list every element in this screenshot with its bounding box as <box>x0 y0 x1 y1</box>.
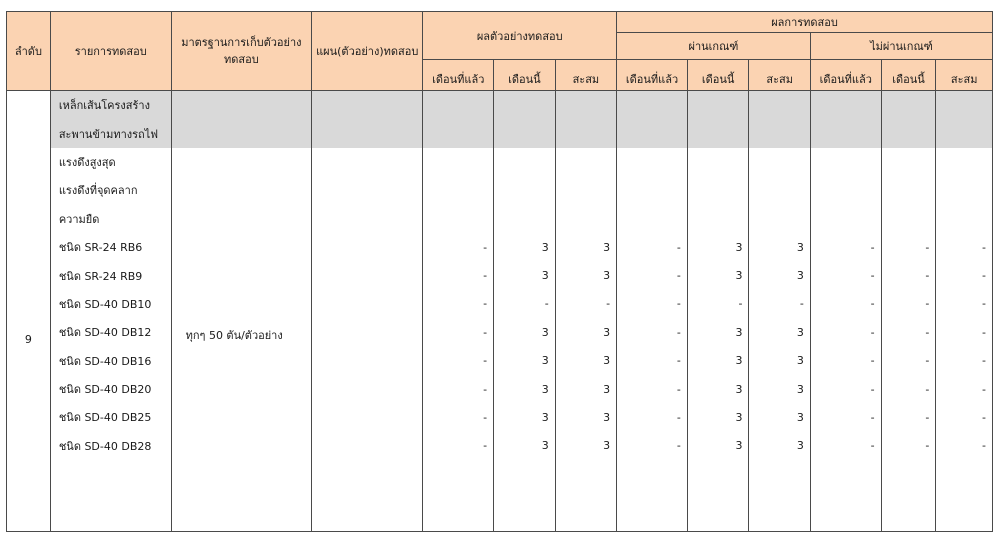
header-pass-last-month: เดือนที่แล้ว <box>617 60 688 91</box>
item-label: ชนิด SD-40 DB16 <box>50 347 171 375</box>
table-row <box>7 318 993 346</box>
value-cell: 3 <box>749 375 810 403</box>
value-cell: - <box>617 290 688 318</box>
table-row <box>7 261 993 289</box>
value-cell <box>617 176 688 204</box>
value-cell <box>617 460 688 532</box>
value-cell: - <box>936 403 993 431</box>
value-cell <box>749 148 810 176</box>
test-results-table <box>6 11 993 532</box>
table-row <box>7 432 993 460</box>
value-cell: - <box>881 261 936 289</box>
value-cell <box>555 205 616 233</box>
table-row <box>7 347 993 375</box>
value-cell <box>810 148 881 176</box>
value-cell: 3 <box>555 375 616 403</box>
value-cell <box>810 176 881 204</box>
note-row <box>7 205 993 233</box>
item-label: ความยืด <box>50 205 171 233</box>
value-cell <box>423 460 494 532</box>
value-cell: 3 <box>494 347 556 375</box>
value-cell <box>936 460 993 532</box>
value-cell: - <box>423 375 494 403</box>
value-cell: - <box>810 261 881 289</box>
sampling-standard-text: ทุกๆ 50 ตัน/ตัวอย่าง <box>185 329 283 343</box>
value-cell: - <box>810 347 881 375</box>
value-cell: - <box>555 290 616 318</box>
value-cell <box>423 205 494 233</box>
value-cell: 3 <box>687 375 749 403</box>
table-row <box>7 290 993 318</box>
value-cell: 3 <box>555 347 616 375</box>
value-cell: 3 <box>749 347 810 375</box>
value-cell: - <box>936 261 993 289</box>
note-row <box>7 148 993 176</box>
value-cell: - <box>617 233 688 261</box>
section-title-line1: เหล็กเส้นโครงสร้าง <box>50 91 171 120</box>
header-fail: ไม่ผ่านเกณฑ์ <box>810 33 992 60</box>
item-label: ชนิด SR-24 RB9 <box>50 261 171 289</box>
value-cell <box>881 176 936 204</box>
test-results-sheet <box>6 11 993 532</box>
table-row <box>7 233 993 261</box>
value-cell: 3 <box>749 403 810 431</box>
value-cell <box>810 205 881 233</box>
value-cell <box>494 148 556 176</box>
item-label: ชนิด SD-40 DB25 <box>50 403 171 431</box>
value-cell: - <box>423 261 494 289</box>
plan-cell <box>312 148 423 532</box>
header-plan: แผน(ตัวอย่าง)ทดสอบ <box>312 12 423 91</box>
header-fail-this-month: เดือนนี้ <box>881 60 936 91</box>
header-sample-results: ผลตัวอย่างทดสอบ <box>423 12 617 60</box>
value-cell: - <box>881 375 936 403</box>
header-standard: มาตรฐานการเก็บตัวอย่างทดสอบ <box>171 12 311 91</box>
table-body <box>7 91 993 532</box>
value-cell: - <box>749 290 810 318</box>
value-cell: - <box>423 318 494 346</box>
value-cell: 3 <box>494 375 556 403</box>
value-cell <box>749 205 810 233</box>
value-cell: - <box>881 432 936 460</box>
value-cell: - <box>810 403 881 431</box>
value-cell <box>687 176 749 204</box>
value-cell: - <box>810 432 881 460</box>
value-cell: - <box>423 403 494 431</box>
value-cell <box>881 205 936 233</box>
value-cell: 3 <box>749 318 810 346</box>
value-cell <box>749 460 810 532</box>
value-cell: - <box>881 403 936 431</box>
section-title-line2: สะพานข้ามทางรถไฟ <box>50 119 171 147</box>
value-cell: - <box>617 403 688 431</box>
value-cell <box>936 148 993 176</box>
header-fail-cumulative: สะสม <box>936 60 993 91</box>
value-cell: 3 <box>555 261 616 289</box>
sampling-standard <box>171 148 311 532</box>
value-cell: - <box>423 432 494 460</box>
value-cell <box>555 176 616 204</box>
value-cell: - <box>423 290 494 318</box>
value-cell: 3 <box>687 318 749 346</box>
value-cell: - <box>617 347 688 375</box>
header-pass-cumulative: สะสม <box>749 60 810 91</box>
value-cell: - <box>617 318 688 346</box>
value-cell <box>936 176 993 204</box>
header-order: ลำดับ <box>7 12 51 91</box>
value-cell <box>494 176 556 204</box>
value-cell <box>617 205 688 233</box>
value-cell <box>687 148 749 176</box>
value-cell <box>749 176 810 204</box>
value-cell: 3 <box>687 403 749 431</box>
header-sample-last-month: เดือนที่แล้ว <box>423 60 494 91</box>
value-cell <box>881 460 936 532</box>
value-cell: - <box>810 233 881 261</box>
table-row <box>7 403 993 431</box>
value-cell: 3 <box>494 318 556 346</box>
value-cell: - <box>936 375 993 403</box>
section-order: 9 <box>7 148 51 532</box>
header-test-results: ผลการทดสอบ <box>617 12 993 33</box>
order-cell <box>7 91 51 120</box>
value-cell <box>687 460 749 532</box>
header-item: รายการทดสอบ <box>50 12 171 91</box>
value-cell: - <box>881 233 936 261</box>
value-cell <box>881 148 936 176</box>
value-cell: 3 <box>494 233 556 261</box>
value-cell: 3 <box>687 233 749 261</box>
value-cell: 3 <box>749 261 810 289</box>
value-cell: - <box>687 290 749 318</box>
value-cell: 3 <box>555 233 616 261</box>
value-cell <box>810 460 881 532</box>
value-cell <box>687 205 749 233</box>
value-cell: - <box>423 233 494 261</box>
item-label: ชนิด SD-40 DB10 <box>50 290 171 318</box>
value-cell <box>555 148 616 176</box>
value-cell: - <box>936 290 993 318</box>
value-cell: - <box>617 432 688 460</box>
section-row-2 <box>7 119 993 147</box>
value-cell: - <box>936 233 993 261</box>
header-sample-this-month: เดือนนี้ <box>494 60 556 91</box>
value-cell: - <box>881 347 936 375</box>
value-cell: - <box>494 290 556 318</box>
item-label: แรงดึงที่จุดคลาก <box>50 176 171 204</box>
value-cell: - <box>936 318 993 346</box>
value-cell: - <box>423 347 494 375</box>
value-cell: 3 <box>494 261 556 289</box>
value-cell: - <box>810 318 881 346</box>
header-sample-cumulative: สะสม <box>555 60 616 91</box>
header-pass-this-month: เดือนนี้ <box>687 60 749 91</box>
value-cell: 3 <box>687 432 749 460</box>
value-cell: - <box>617 375 688 403</box>
header-pass: ผ่านเกณฑ์ <box>617 33 811 60</box>
value-cell: - <box>810 375 881 403</box>
value-cell <box>423 148 494 176</box>
value-cell: 3 <box>687 261 749 289</box>
item-label <box>50 460 171 532</box>
value-cell: 3 <box>749 233 810 261</box>
item-label: ชนิด SD-40 DB28 <box>50 432 171 460</box>
value-cell: 3 <box>749 432 810 460</box>
item-label: แรงดึงสูงสุด <box>50 148 171 176</box>
value-cell <box>494 205 556 233</box>
table-row <box>7 375 993 403</box>
note-row <box>7 176 993 204</box>
item-label: ชนิด SD-40 DB12 <box>50 318 171 346</box>
value-cell: - <box>936 432 993 460</box>
item-label: ชนิด SR-24 RB6 <box>50 233 171 261</box>
section-row-1 <box>7 91 993 120</box>
value-cell <box>936 205 993 233</box>
value-cell: 3 <box>494 403 556 431</box>
value-cell: - <box>617 261 688 289</box>
value-cell <box>617 148 688 176</box>
value-cell: 3 <box>494 432 556 460</box>
note-row <box>7 460 993 532</box>
value-cell: 3 <box>555 403 616 431</box>
value-cell: - <box>936 347 993 375</box>
value-cell: 3 <box>555 318 616 346</box>
value-cell <box>494 460 556 532</box>
value-cell <box>555 460 616 532</box>
item-label: ชนิด SD-40 DB20 <box>50 375 171 403</box>
value-cell <box>423 176 494 204</box>
value-cell: 3 <box>555 432 616 460</box>
value-cell: - <box>881 290 936 318</box>
header-fail-last-month: เดือนที่แล้ว <box>810 60 881 91</box>
value-cell: 3 <box>687 347 749 375</box>
value-cell: - <box>881 318 936 346</box>
value-cell: - <box>810 290 881 318</box>
